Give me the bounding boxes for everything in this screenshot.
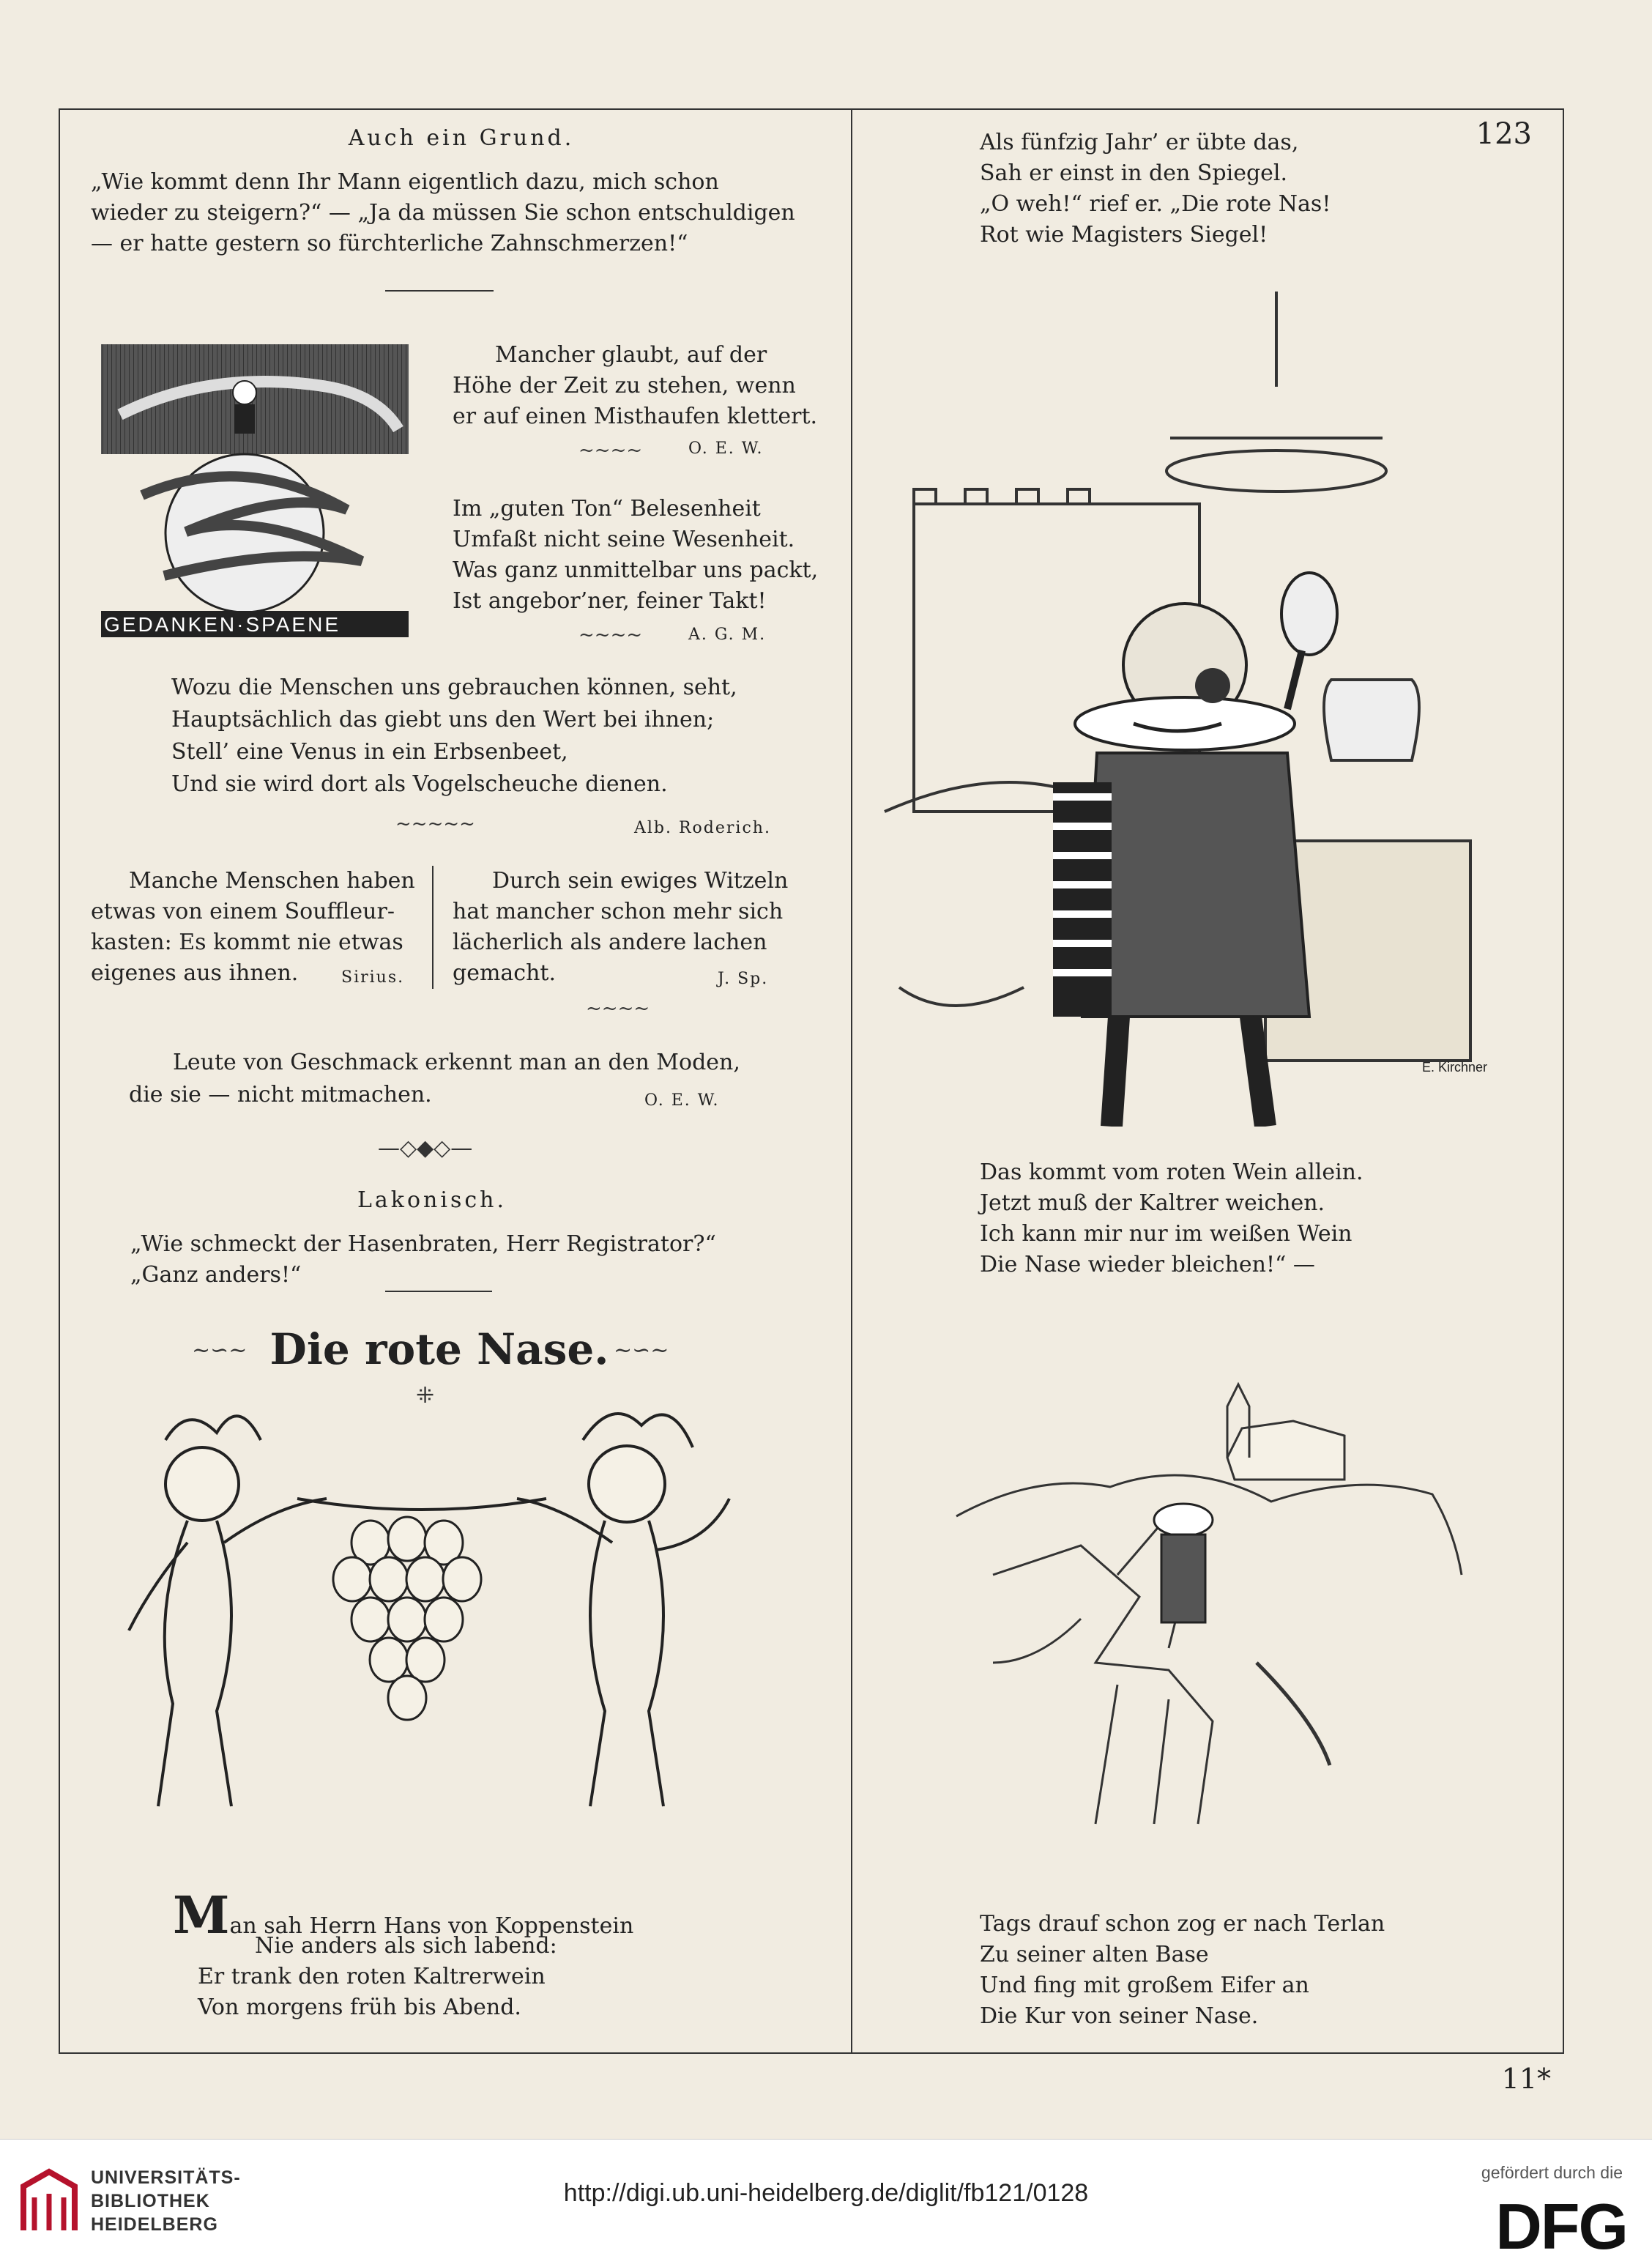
right-top-line-2: Sah er einst in den Spiegel. (980, 160, 1288, 186)
witzeln-line-4: gemacht. (453, 960, 557, 986)
stanza1-text-1: an sah Herrn Hans von Koppenstein (229, 1913, 634, 1939)
dfg-logo[interactable]: DFG (1495, 2190, 1627, 2263)
permalink-url[interactable]: http://digi.ub.uni-heidelberg.de/diglit/fb121/0128 (563, 2179, 1089, 2207)
separator-rule (385, 290, 494, 292)
lakonisch-line-1: „Wie schmeckt der Hasenbraten, Herr Registrator?“ (130, 1231, 716, 1257)
right-bottom-line-4: Die Kur von seiner Nase. (980, 2003, 1259, 2029)
auch-line-2: wieder zu steigern?“ — „Ja da müssen Sie schon entschuldigen (91, 200, 795, 226)
right-mid-line-4: Die Nase wieder bleichen!“ — (980, 1252, 1315, 1277)
nobleman-mirror-illustration (855, 284, 1514, 1127)
geschmack-line-1: Leute von Geschmack erkennt man an den Moden, (173, 1050, 740, 1075)
right-mid-line-1: Das kommt vom roten Wein allein. (980, 1160, 1363, 1185)
wozu-line-1: Wozu die Menschen uns gebrauchen können, seht, (171, 675, 737, 700)
right-top-line-3: „O weh!“ rief er. „Die rote Nas! (980, 191, 1331, 217)
ton-line-4: Ist angebor’ner, feiner Takt! (453, 588, 767, 614)
putti-grapes-illustration (107, 1396, 795, 1880)
footer-bar (0, 2139, 1652, 2267)
right-bottom-line-1: Tags drauf schon zog er nach Terlan (980, 1911, 1385, 1937)
right-bottom-line-2: Zu seiner alten Base (980, 1942, 1209, 1967)
column-divider (851, 108, 852, 2054)
wozu-author: Alb. Roderich. (634, 819, 771, 837)
auch-line-1: „Wie kommt denn Ihr Mann eigentlich dazu, mich schon (91, 169, 719, 195)
right-mid-line-3: Ich kann mir nur im weißen Wein (980, 1221, 1353, 1247)
title-ornament: ⁜ (416, 1383, 435, 1409)
tilde-ornament: ~~~~ (578, 624, 643, 646)
separator-rule (385, 1291, 492, 1292)
drop-cap: M (173, 1885, 230, 1945)
poem-title: Die rote Nase. (269, 1324, 609, 1374)
vertical-divider (432, 866, 434, 989)
lakonisch-line-2: „Ganz anders!“ (130, 1262, 302, 1288)
rider-castle-illustration (949, 1355, 1491, 1868)
mancher-line-3: er auf einen Misthaufen klettert. (453, 404, 818, 429)
tilde-ornament: ~~~~ (586, 998, 650, 1020)
right-top-line-1: Als fünfzig Jahr’ er übte das, (980, 130, 1299, 155)
stanza1-line-4: Von morgens früh bis Abend. (198, 1995, 521, 2020)
ton-line-1: Im „guten Ton“ Belesenheit (453, 496, 761, 522)
ton-line-3: Was ganz unmittelbar uns packt, (453, 557, 819, 583)
souffleur-line-2: etwas von einem Souffleur- (91, 899, 395, 924)
institution-line-3: HEIDELBERG (91, 2214, 218, 2235)
souffleur-line-3: kasten: Es kommt nie etwas (91, 930, 403, 955)
page-number: 123 (1476, 117, 1532, 151)
stanza1-line-3: Er trank den roten Kaltrerwein (198, 1964, 546, 1989)
wozu-line-4: Und sie wird dort als Vogelscheuche dienen. (171, 771, 668, 797)
sheet-signature: 11* (1501, 2063, 1551, 2095)
geschmack-author: O. E. W. (644, 1091, 720, 1110)
title-flourish-right: ~∽~ (614, 1337, 669, 1363)
institution-line-1: UNIVERSITÄTS- (91, 2167, 241, 2188)
witzeln-author: J. Sp. (718, 970, 769, 988)
mancher-author: O. E. W. (688, 439, 764, 458)
souffleur-line-4: eigenes aus ihnen. (91, 960, 299, 986)
heading-auch-ein-grund: Auch ein Grund. (348, 125, 575, 151)
heading-lakonisch: Lakonisch. (357, 1187, 507, 1213)
right-top-line-4: Rot wie Magisters Siegel! (980, 222, 1268, 248)
gedanken-spaene-vignette (98, 341, 414, 640)
witzeln-line-2: hat mancher schon mehr sich (453, 899, 784, 924)
wozu-line-3: Stell’ eine Venus in ein Erbsenbeet, (171, 739, 568, 765)
geschmack-line-2: die sie — nicht mitmachen. (129, 1082, 432, 1107)
mancher-line-2: Höhe der Zeit zu stehen, wenn (453, 373, 796, 398)
institution-line-2: BIBLIOTHEK (91, 2191, 210, 2211)
ton-author: A. G. M. (688, 626, 767, 644)
divider-ornament: —◇◆◇— (378, 1135, 473, 1161)
stanza1-line-2: Nie anders als sich labend: (255, 1933, 557, 1959)
illustrator-signature: E. Kirchner (1422, 1060, 1488, 1075)
right-bottom-line-3: Und fing mit großem Eifer an (980, 1973, 1309, 1998)
ton-line-2: Umfaßt nicht seine Wesenheit. (453, 527, 795, 552)
auch-line-3: — er hatte gestern so fürchterliche Zahnschmerzen!“ (91, 231, 688, 256)
right-mid-line-2: Jetzt muß der Kaltrer weichen. (980, 1190, 1325, 1216)
witzeln-line-1: Durch sein ewiges Witzeln (492, 868, 789, 894)
tilde-ornament: ~~~~ (578, 439, 643, 461)
funding-text: gefördert durch die (1481, 2163, 1623, 2182)
mancher-line-1: Mancher glaubt, auf der (495, 342, 767, 368)
wozu-line-2: Hauptsächlich das giebt uns den Wert bei ihnen; (171, 707, 715, 732)
souffleur-line-1: Manche Menschen haben (129, 868, 415, 894)
tilde-ornament: ~~~~~ (395, 813, 475, 835)
title-flourish-left: ~∽~ (192, 1337, 248, 1363)
souffleur-author: Sirius. (341, 968, 405, 987)
vignette-label: GEDANKEN·SPAENE (104, 613, 341, 636)
witzeln-line-3: lächerlich als andere lachen (453, 930, 767, 955)
